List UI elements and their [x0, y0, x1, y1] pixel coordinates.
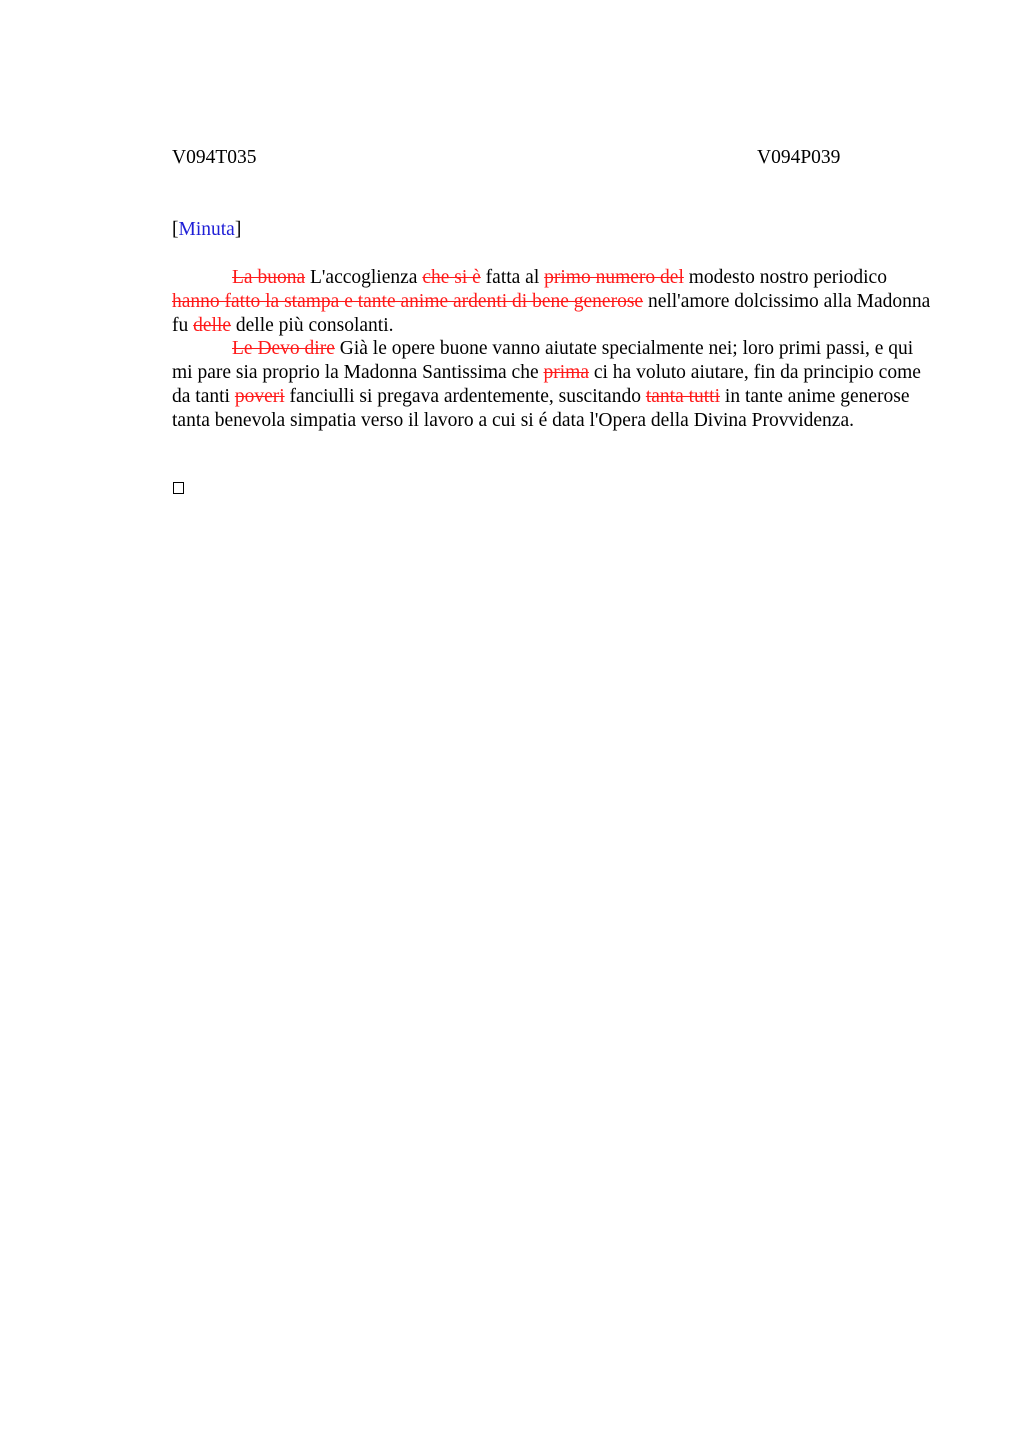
body-text-segment: in tante anime generose tanta benevola simpatia verso il lavoro a cui si é data l'Opera della Divina Provvidenza.	[172, 385, 910, 431]
deleted-text: prima	[543, 362, 589, 384]
deleted-text: hanno fatto la stampa e tante anime ardenti di bene generose	[172, 290, 644, 312]
body-text-segment: nell'amore dolcissimo alla Madonna fu	[172, 290, 931, 336]
body-text-segment: fatta al	[480, 267, 545, 288]
body-text-segment: fanciulli si pregava ardentemente, suscitando	[284, 385, 646, 407]
square-outline-icon	[173, 482, 184, 494]
deleted-text: primo numero del	[544, 267, 684, 288]
paragraph-2	[172, 337, 932, 432]
section-label	[172, 218, 241, 242]
label-minuta: Minuta	[178, 219, 235, 240]
deleted-text: poveri	[234, 385, 285, 407]
body-text-segment: ci ha voluto aiutare, fin da principio come da tanti	[172, 362, 921, 407]
document-code-right: V094P039	[757, 147, 841, 168]
document-code-left: V094T035	[172, 147, 257, 168]
deleted-text: Le Devo dire	[232, 338, 335, 360]
deleted-text: tanta tutti	[645, 385, 721, 407]
body-text-segment: modesto nostro periodico	[683, 267, 887, 288]
body-text-segment: delle più consolanti.	[231, 314, 394, 336]
deleted-text: che si è	[422, 267, 481, 288]
deleted-text: delle	[193, 314, 232, 336]
body-text-segment: Già le opere buone vanno aiutate specialmente nei; loro primi passi, e qui mi pare sia proprio la Madonna Santissima che	[172, 338, 914, 384]
label-close-bracket: ]	[234, 219, 242, 240]
body-text-segment: L'accoglienza	[305, 267, 423, 288]
paragraph-1	[172, 266, 932, 337]
document-body	[172, 266, 932, 433]
label-open-bracket: [	[172, 219, 179, 240]
deleted-text: La buona	[232, 267, 306, 288]
